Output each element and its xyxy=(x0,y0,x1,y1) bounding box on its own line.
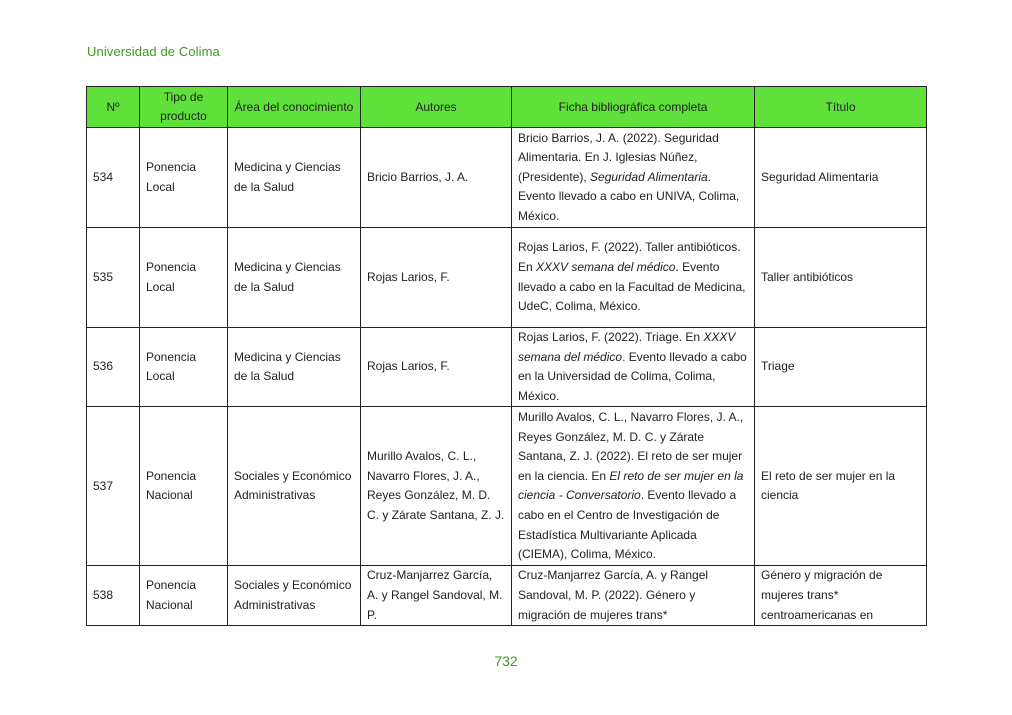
cell-titulo: Taller antibióticos xyxy=(755,228,927,328)
cell-tipo: Ponencia Local xyxy=(140,128,228,228)
page-number: 732 xyxy=(494,653,518,669)
cell-autores: Rojas Larios, F. xyxy=(361,328,512,407)
citation-italic-segment: XXXV semana del médico xyxy=(518,330,736,364)
table-row xyxy=(87,566,927,626)
cell-num: 538 xyxy=(87,566,140,626)
column-header-num: Nº xyxy=(87,87,140,128)
table-row xyxy=(87,128,927,228)
column-header-titulo: Título xyxy=(755,87,927,128)
citation-italic-segment: XXXV semana del médico xyxy=(536,259,676,274)
table-header-row xyxy=(87,87,927,128)
citation-segment: Murillo Avalos, C. L., Navarro Flores, J. A., Reyes González, M. D. C. y Zárate Santana, Z. J. (2022). El reto de ser mujer en la ciencia. En xyxy=(518,410,744,483)
cell-num: 534 xyxy=(87,128,140,228)
citation-segment: . Evento llevado a cabo en el Centro de Investigación de Estadística Multivariante Aplicada (CIEMA), Colima, México. xyxy=(518,488,737,562)
cell-area: Sociales y Económico Administrativas xyxy=(228,407,361,566)
column-header-autores: Autores xyxy=(361,87,512,128)
table-row xyxy=(87,407,927,566)
table-row xyxy=(87,328,927,407)
institution-header: Universidad de Colima xyxy=(87,44,220,59)
cell-area: Sociales y Económico Administrativas xyxy=(228,566,361,626)
cell-titulo: Seguridad Alimentaria xyxy=(755,128,927,228)
cell-num: 535 xyxy=(87,228,140,328)
column-header-ficha: Ficha bibliográfica completa xyxy=(512,87,755,128)
cell-autores: Cruz-Manjarrez García, A. y Rangel Sandoval, M. P. xyxy=(361,566,512,626)
citation-segment: Rojas Larios, F. (2022). Taller antibióticos. En xyxy=(518,240,741,274)
cell-titulo: Triage xyxy=(755,328,927,407)
citation-segment: . Evento llevado a cabo en la Universidad de Colima, Colima, México. xyxy=(518,349,747,403)
cell-area: Medicina y Ciencias de la Salud xyxy=(228,328,361,407)
cell-titulo: Género y migración de mujeres trans* centroamericanas en xyxy=(755,566,927,626)
cell-autores: Bricio Barrios, J. A. xyxy=(361,128,512,228)
citation-italic-segment: El reto de ser mujer en la ciencia - Conversatorio xyxy=(518,468,744,503)
citation-segment: . Evento llevado a cabo en la Facultad de Medicina, UdeC, Colima, México. xyxy=(518,259,746,314)
cell-ficha xyxy=(512,566,755,626)
citation-italic-segment: Seguridad Alimentaria xyxy=(590,169,708,184)
column-header-tipo: Tipo de producto xyxy=(140,87,228,128)
cell-ficha xyxy=(512,328,755,407)
cell-num: 536 xyxy=(87,328,140,407)
cell-ficha xyxy=(512,228,755,328)
cell-autores: Rojas Larios, F. xyxy=(361,228,512,328)
citation-segment: Cruz-Manjarrez García, A. y Rangel Sandoval, M. P. (2022). Género y migración de mujeres trans* xyxy=(518,568,709,622)
cell-tipo: Ponencia Nacional xyxy=(140,407,228,566)
cell-num: 537 xyxy=(87,407,140,566)
column-header-area: Área del conocimiento xyxy=(228,87,361,128)
cell-ficha xyxy=(512,407,755,566)
cell-tipo: Ponencia Nacional xyxy=(140,566,228,626)
cell-ficha xyxy=(512,128,755,228)
cell-area: Medicina y Ciencias de la Salud xyxy=(228,128,361,228)
cell-tipo: Ponencia Local xyxy=(140,328,228,407)
cell-tipo: Ponencia Local xyxy=(140,228,228,328)
cell-area: Medicina y Ciencias de la Salud xyxy=(228,228,361,328)
citation-segment: Bricio Barrios, J. A. (2022). Seguridad Alimentaria. En J. Iglesias Núñez, (Presidente), xyxy=(518,130,719,184)
cell-titulo: El reto de ser mujer en la ciencia xyxy=(755,407,927,566)
cell-autores: Murillo Avalos, C. L., Navarro Flores, J. A., Reyes González, M. D. C. y Zárate Santana, Z. J. xyxy=(361,407,512,566)
citation-segment: Rojas Larios, F. (2022). Triage. En xyxy=(518,330,704,344)
bibliography-table xyxy=(86,86,927,626)
citation-segment: . Evento llevado a cabo en UNIVA, Colima, México. xyxy=(518,169,740,223)
table-row xyxy=(87,228,927,328)
